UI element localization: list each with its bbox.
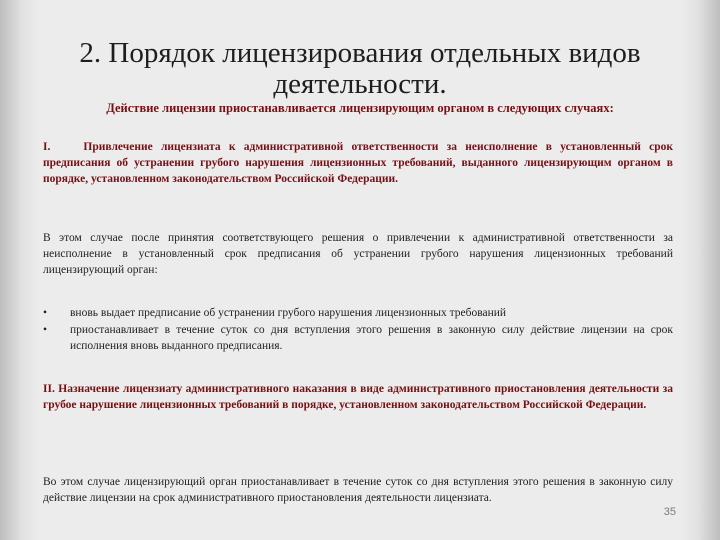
list-item [43,322,673,354]
slide-title: 2. Порядок лицензирования отдельных видов деятельности. [79,37,641,100]
case-two-paragraph: II. Назначение лицензиату административного наказания в виде административного приостановления деятельности за грубое нарушение лицензионных требований в порядке, установленном законодательством Российской Федерации. [43,383,673,411]
slide-subtitle: Действие лицензии приостанавливается лицензирующим органом в следующих случаях: [106,101,614,115]
case-two-explanation: Во этом случае лицензирующий орган приостанавливает в течение суток со дня вступления этого решения в законную силу действие лицензии на срок административного приостановления деятельности лицензиата. [43,476,673,504]
case-one-paragraph: I. Привлечение лицензиата к административной ответственности за неисполнение в установленный срок предписания об устранении грубого нарушения лицензионных требований, выданного лицензирующим органом в порядке, установленном законодательством Российской Федерации. [43,141,676,185]
bullet-icon: • [43,307,48,319]
page-number: 35 [663,506,676,518]
case-one-explanation: В этом случае после принятия соответствующего решения о привлечении к административной ответственности за неисполнение в установленный срок предписания об устранении грубого нарушения лицензионных требований лицензирующий орган: [43,232,673,276]
list-item [43,305,673,321]
list-item-text: вновь выдает предписание об устранении грубого нарушения лицензионных требований [70,307,507,319]
bullet-icon: • [43,324,48,336]
actions-list [43,305,673,355]
list-item-text: приостанавливает в течение суток со дня вступления этого решения в законную силу действие лицензии на срок исполнения вновь выданного предписания. [70,324,673,352]
